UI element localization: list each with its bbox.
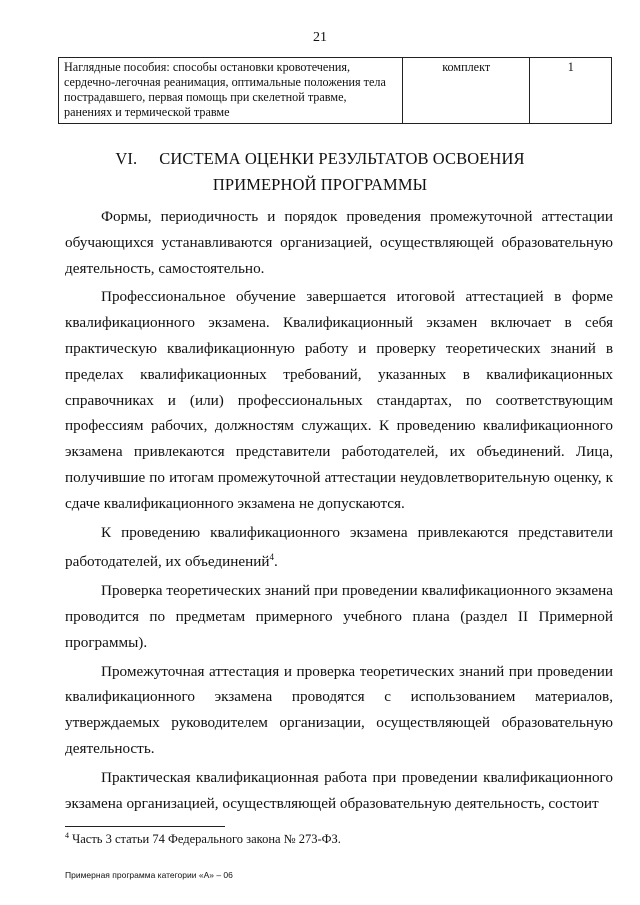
body-text	[65, 204, 613, 819]
section-number: VI.	[115, 149, 138, 168]
footnote-text: Часть 3 статьи 74 Федерального закона № 273-ФЗ.	[69, 832, 341, 847]
table-row	[59, 58, 612, 124]
footnote	[65, 831, 341, 847]
page-footer: Примерная программа категории «А» – 06	[65, 870, 233, 880]
paragraph-5: Промежуточная аттестация и проверка теоретических знаний при проведении квалификационного экзамена проводятся с использованием материалов, утверждаемых руководителем организации, осуществляющей образовательную деятельность.	[65, 662, 613, 757]
paragraph-3	[65, 520, 613, 576]
teaching-aids-table	[58, 57, 612, 124]
paragraph-1: Формы, периодичность и порядок проведения промежуточной аттестации обучающихся устанавливаются организацией, осуществляющей образовательную деятельность, самостоятельно.	[65, 208, 613, 277]
footnote-divider	[65, 826, 225, 827]
table-cell-quantity: 1	[529, 58, 611, 124]
table-cell-unit: комплект	[402, 58, 529, 124]
paragraph-3-end: .	[274, 553, 278, 571]
footnote-reference: 4	[269, 552, 275, 563]
section-title-line2: ПРИМЕРНОЙ ПРОГРАММЫ	[212, 175, 428, 194]
section-title-line1: СИСТЕМА ОЦЕНКИ РЕЗУЛЬТАТОВ ОСВОЕНИЯ	[159, 149, 525, 168]
table-cell-name: Наглядные пособия: способы остановки кровотечения, сердечно-легочная реанимация, оптимальные положения тела пострадавшего, первая помощь при скелетной травме, ранениях и термической травме	[59, 58, 403, 124]
page-number: 21	[313, 30, 327, 45]
footnote-number: 4	[65, 831, 69, 840]
paragraph-2: Профессиональное обучение завершается итоговой аттестацией в форме квалификационного экзамена. Квалификационный экзамен включает в себя практическую квалификационную работу и проверку теоретических знаний в пределах квалификационных требований, указанных в квалификационных справочниках и (или) профессиональных стандартах, по соответствующим профессиям рабочих, должностям служащих. К проведению квалификационного экзамена привлекаются представители работодателей, их объединений. Лица, получившие по итогам промежуточной аттестации неудовлетворительную оценку, к сдаче квалификационного экзамена не допускаются.	[65, 288, 613, 512]
paragraph-4: Проверка теоретических знаний при проведении квалификационного экзамена проводится по предметам примерного учебного плана (раздел II Примерной программы).	[65, 582, 613, 651]
paragraph-3-text: К проведению квалификационного экзамена привлекаются представители работодателей, их объединений	[65, 523, 613, 571]
section-heading-line1	[0, 146, 640, 172]
paragraph-6: Практическая квалификационная работа при проведении квалификационного экзамена организацией, осуществляющей образовательную деятельность, состоит	[65, 768, 613, 812]
section-heading	[0, 146, 640, 198]
